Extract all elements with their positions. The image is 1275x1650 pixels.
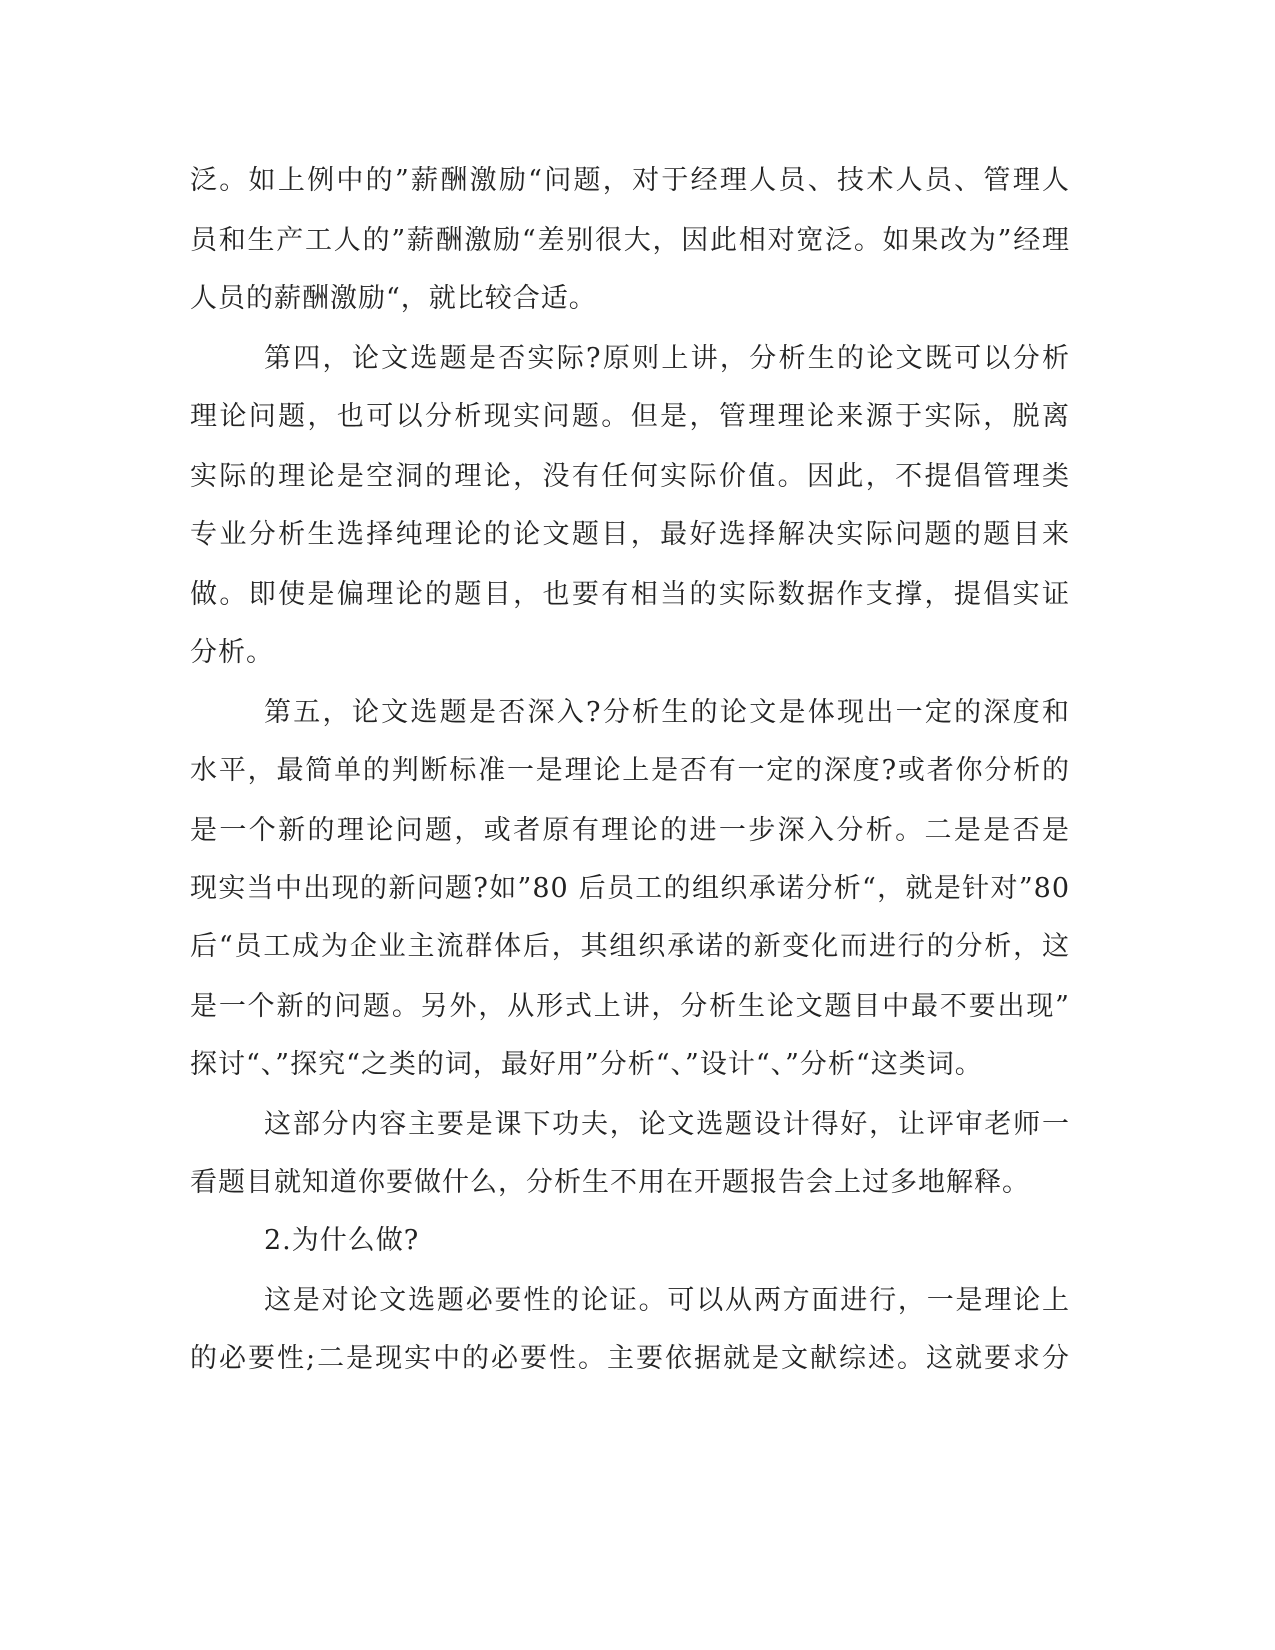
text-line-14: 后“员工成为企业主流群体后，其组织承诺的新变化而进行的分析，这 bbox=[190, 931, 1070, 962]
text-line-21: 的必要性;二是现实中的必要性。主要依据就是文献综述。这就要求分 bbox=[190, 1343, 1070, 1374]
text-line-17: 这部分内容主要是课下功夫，论文选题设计得好，让评审老师一 bbox=[264, 1109, 1070, 1140]
text-line-4: 第四，论文选题是否实际?原则上讲，分析生的论文既可以分析 bbox=[264, 343, 1070, 374]
text-line-6: 实际的理论是空洞的理论，没有任何实际价值。因此，不提倡管理类 bbox=[190, 461, 1070, 492]
text-line-3: 人员的薪酬激励“，就比较合适。 bbox=[190, 283, 597, 314]
text-line-15: 是一个新的问题。另外，从形式上讲，分析生论文题目中最不要出现” bbox=[190, 991, 1070, 1022]
text-line-12: 是一个新的理论问题，或者原有理论的进一步深入分析。二是是否是 bbox=[190, 815, 1070, 846]
text-line-10: 第五，论文选题是否深入?分析生的论文是体现出一定的深度和 bbox=[264, 697, 1070, 728]
text-line-13: 现实当中出现的新问题?如”80 后员工的组织承诺分析“，就是针对”80 bbox=[190, 873, 1070, 904]
text-line-7: 专业分析生选择纯理论的论文题目，最好选择解决实际问题的题目来 bbox=[190, 519, 1070, 550]
text-line-9: 分析。 bbox=[190, 637, 274, 668]
text-line-20: 这是对论文选题必要性的论证。可以从两方面进行，一是理论上 bbox=[264, 1285, 1070, 1316]
text-line-5: 理论问题，也可以分析现实问题。但是，管理理论来源于实际，脱离 bbox=[190, 401, 1070, 432]
text-line-11: 水平，最简单的判断标准一是理论上是否有一定的深度?或者你分析的 bbox=[190, 755, 1070, 786]
text-line-1: 泛。如上例中的”薪酬激励“问题，对于经理人员、技术人员、管理人 bbox=[190, 165, 1070, 196]
text-line-8: 做。即使是偏理论的题目，也要有相当的实际数据作支撑，提倡实证 bbox=[190, 579, 1070, 610]
text-line-2: 员和生产工人的”薪酬激励“差别很大，因此相对宽泛。如果改为”经理 bbox=[190, 225, 1070, 256]
text-line-16: 探讨“、”探究“之类的词，最好用”分析“、”设计“、”分析“这类词。 bbox=[190, 1049, 983, 1080]
text-line-18: 看题目就知道你要做什么，分析生不用在开题报告会上过多地解释。 bbox=[190, 1167, 1030, 1198]
section-heading: 2.为什么做? bbox=[264, 1225, 420, 1256]
